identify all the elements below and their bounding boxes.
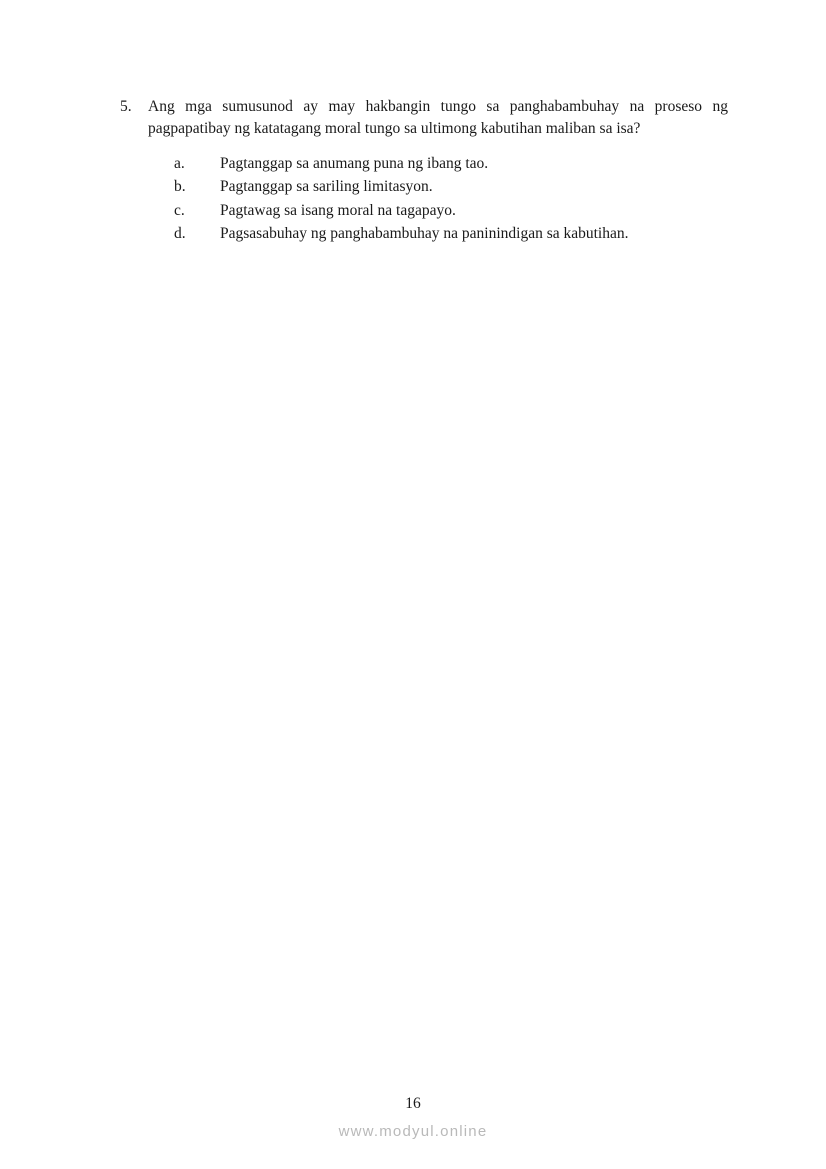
question-number: 5. (120, 98, 132, 115)
choice-b (174, 177, 728, 197)
choices-list (118, 154, 728, 245)
choice-c (174, 201, 728, 221)
question-5 (118, 96, 728, 140)
page-number: 16 (405, 1095, 421, 1112)
choice-d (174, 224, 728, 244)
question-block (118, 96, 728, 248)
choice-b-letter: b. (174, 178, 186, 196)
choice-b-text: Pagtanggap sa sariling limitasyon. (220, 178, 433, 196)
choice-a (174, 154, 728, 174)
choice-d-text: Pagsasabuhay ng panghabambuhay na paninindigan sa kabutihan. (220, 225, 629, 243)
choice-a-text: Pagtanggap sa anumang puna ng ibang tao. (220, 155, 489, 172)
choice-c-letter: c. (174, 201, 185, 219)
question-text: Ang mga sumusunod ay may hakbangin tungo sa panghabambuhay na proseso ng pagpapatibay ng katatagang moral tungo sa ultimong kabutihan maliban sa isa? (148, 98, 728, 137)
choice-a-letter: a. (174, 155, 185, 172)
choice-d-letter: d. (174, 225, 186, 243)
watermark: www.modyul.online (338, 1123, 488, 1140)
choice-c-text: Pagtawag sa isang moral na tagapayo. (220, 201, 456, 219)
